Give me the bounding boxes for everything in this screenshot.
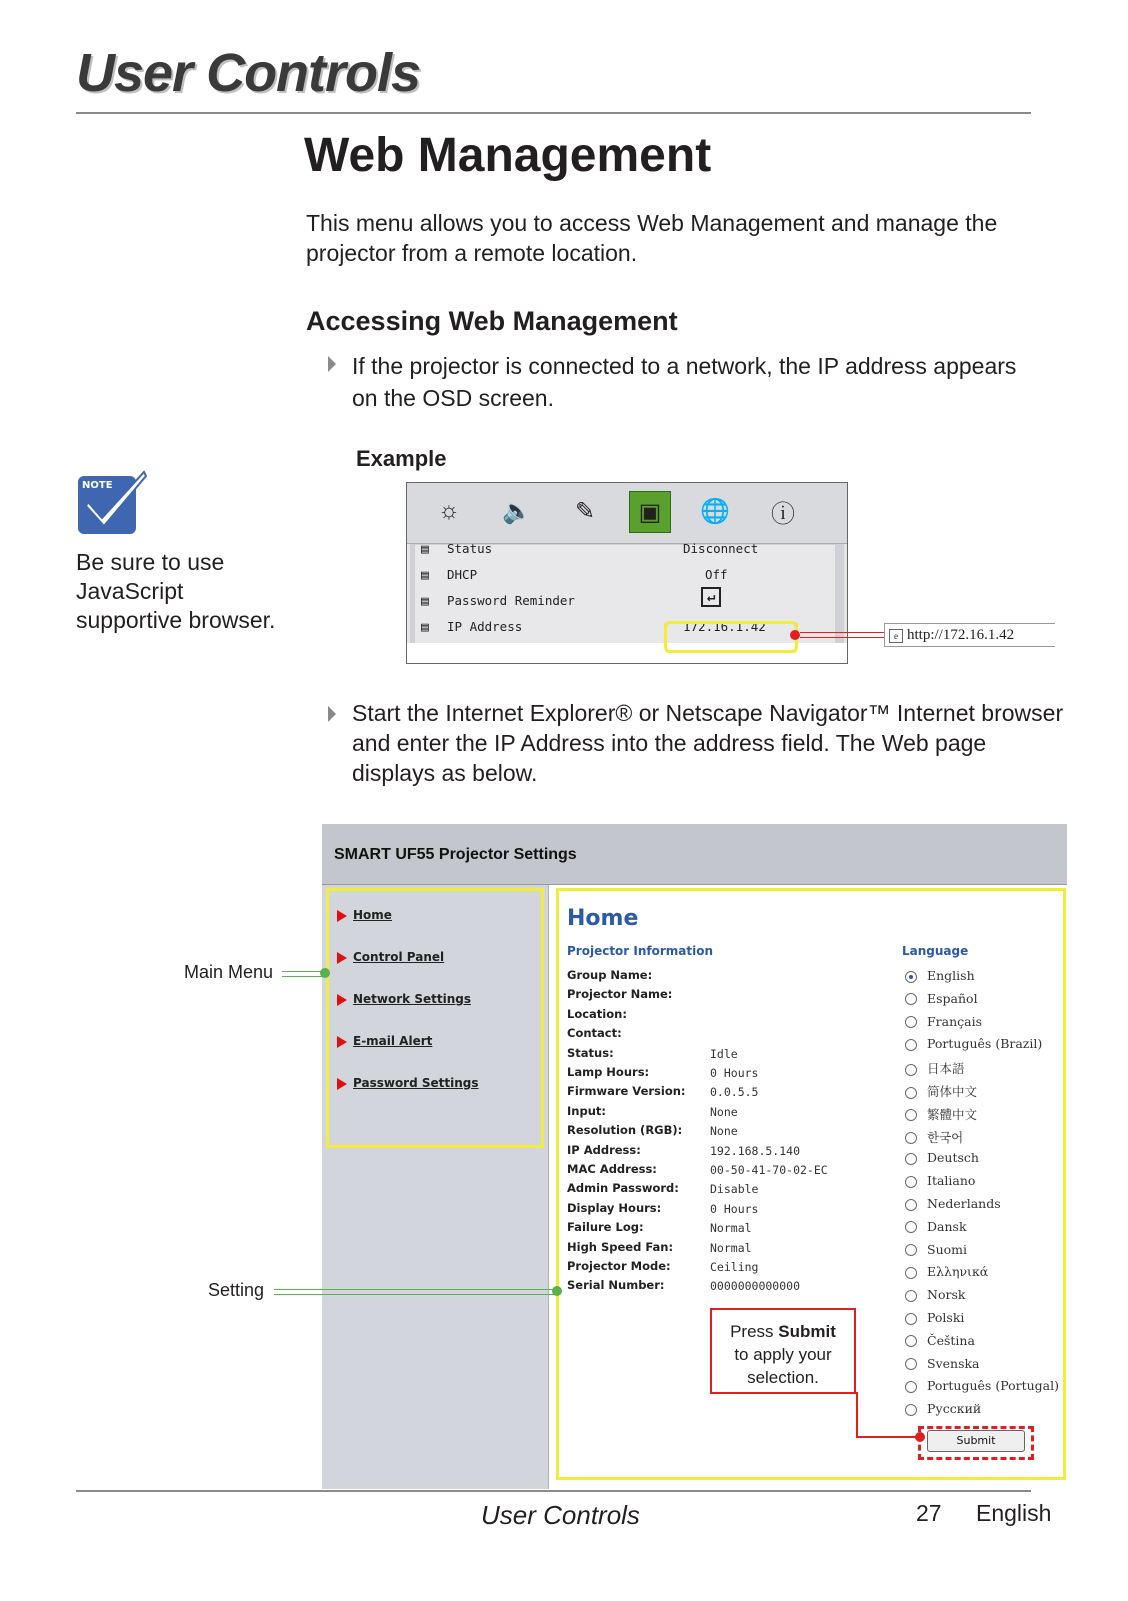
language-label: Polski	[927, 1310, 965, 1325]
page-icon: e	[889, 629, 903, 643]
intro-text: This menu allows you to access Web Management and manage the projector from a remote location.	[306, 210, 998, 266]
projector-info-heading: Projector Information	[567, 944, 714, 958]
language-label: Svenska	[927, 1355, 980, 1371]
nav-home[interactable]: Home	[337, 908, 392, 922]
submit-callout: Press Submit to apply your selection.	[710, 1308, 856, 1394]
radio-button-icon[interactable]	[905, 1404, 917, 1416]
info-icon: ⓘ	[771, 500, 795, 528]
language-option[interactable]	[905, 1287, 965, 1302]
info-label: Failure Log:	[567, 1220, 644, 1235]
main-menu-dot	[320, 968, 330, 978]
language-option[interactable]	[905, 1378, 1059, 1393]
language-option[interactable]	[905, 1150, 979, 1165]
radio-button-icon[interactable]	[905, 1109, 917, 1121]
language-option[interactable]	[905, 1105, 977, 1123]
language-label: Dansk	[927, 1218, 967, 1234]
language-option[interactable]	[905, 968, 975, 983]
header-title: User Controls	[76, 43, 421, 103]
bullet-2: Start the Internet Explorer® or Netscape Navigator™ Internet browser and enter the IP Address into the address field. The Web page displays as below.	[352, 700, 1064, 786]
address-bar: e http://172.16.1.42	[884, 623, 1055, 647]
setting-dot	[552, 1286, 562, 1296]
language-label: Italiano	[927, 1173, 976, 1189]
language-label: Ελληνικά	[927, 1264, 989, 1280]
info-label: Projector Name:	[567, 987, 673, 1002]
language-heading: Language	[902, 944, 969, 958]
info-label: Firmware Version:	[567, 1084, 686, 1099]
ip-icon: ▤	[421, 619, 429, 635]
ip-highlight	[664, 621, 798, 653]
language-label: Português (Brazil)	[927, 1036, 1043, 1052]
radio-button-icon[interactable]	[905, 1313, 917, 1325]
language-option[interactable]	[905, 1333, 975, 1348]
bullet-arrow-icon	[328, 356, 336, 372]
image-settings-icon: ☼	[438, 497, 460, 524]
language-option[interactable]	[905, 1173, 975, 1188]
language-label: Suomi	[927, 1241, 967, 1257]
bullet-1: If the projector is connected to a network, the IP address appears on the OSD screen.	[352, 353, 1017, 411]
language-option[interactable]	[905, 1128, 963, 1146]
setup-icon: ✎	[574, 497, 596, 525]
radio-button-icon[interactable]	[905, 1381, 917, 1393]
page-title: Web Management	[304, 129, 712, 182]
callout-line	[856, 1436, 920, 1438]
radio-button-icon[interactable]	[905, 1244, 917, 1256]
info-value: Disable	[710, 1182, 759, 1197]
language-label: Português (Portugal)	[927, 1378, 1060, 1394]
language-label: Español	[927, 990, 978, 1006]
web-app-title: SMART UF55 Projector Settings	[334, 846, 577, 863]
nav-password-settings[interactable]: Password Settings	[337, 1076, 479, 1090]
info-value: 0000000000000	[710, 1279, 801, 1294]
arrow-icon	[337, 952, 347, 964]
callout-dot	[915, 1432, 925, 1442]
osd-row-password-reminder: ▤ Password Reminder	[421, 593, 575, 609]
radio-button-icon[interactable]	[905, 1335, 917, 1347]
nav-network-settings[interactable]: Network Settings	[337, 992, 471, 1006]
radio-button-icon[interactable]	[905, 993, 917, 1005]
password-icon: ▤	[421, 593, 429, 609]
info-value: Normal	[710, 1240, 752, 1255]
info-value: None	[710, 1124, 738, 1139]
radio-button-icon[interactable]	[905, 1016, 917, 1028]
language-label: Norsk	[927, 1287, 966, 1303]
osd-tab-bar	[407, 483, 847, 544]
osd-row-ip-address: ▤ IP Address	[421, 619, 523, 635]
svg-text:NOTE: NOTE	[82, 480, 113, 491]
info-label: Resolution (RGB):	[567, 1123, 683, 1138]
setting-line	[274, 1289, 554, 1295]
web-page-screenshot	[322, 824, 1067, 1489]
language-option[interactable]	[905, 1264, 988, 1279]
note-text: Be sure to use JavaScript supportive browser.	[76, 549, 276, 633]
language-label: 繁體中文	[927, 1106, 978, 1122]
language-option[interactable]	[905, 1014, 982, 1029]
setting-label: Setting	[208, 1280, 265, 1300]
info-label: Serial Number:	[567, 1278, 665, 1293]
language-option[interactable]	[905, 1082, 977, 1100]
arrow-icon	[337, 994, 347, 1006]
info-value: 00-50-41-70-02-EC	[710, 1163, 828, 1177]
language-option[interactable]	[905, 1196, 1001, 1211]
section-heading: Accessing Web Management	[306, 306, 678, 336]
radio-button-icon[interactable]	[905, 1199, 917, 1211]
info-value: 0.0.5.5	[710, 1085, 759, 1100]
language-label: Čeština	[927, 1332, 975, 1348]
info-value: 0 Hours	[710, 1066, 759, 1080]
language-option[interactable]	[905, 1219, 967, 1234]
info-label: Group Name:	[567, 968, 653, 982]
language-label: English	[927, 968, 975, 983]
language-option[interactable]	[905, 1059, 965, 1077]
nav-email-alert[interactable]: E-mail Alert	[337, 1034, 432, 1048]
language-label: Deutsch	[927, 1150, 979, 1166]
info-label: Display Hours:	[567, 1200, 662, 1215]
info-value: 192.168.5.140	[710, 1143, 801, 1158]
info-label: High Speed Fan:	[567, 1239, 674, 1254]
info-label: Projector Mode:	[567, 1259, 671, 1273]
language-label: Nederlands	[927, 1196, 1001, 1211]
main-menu-highlight	[326, 888, 544, 1148]
enter-key-icon: ↵	[701, 587, 721, 607]
radio-button-icon[interactable]	[905, 1064, 917, 1076]
language-option[interactable]	[905, 991, 978, 1006]
osd-row-status: ▤ Status	[421, 541, 493, 557]
note-icon	[76, 468, 148, 536]
arrow-icon	[337, 1036, 347, 1048]
connector-dot	[790, 630, 800, 640]
radio-button-icon[interactable]	[905, 1267, 917, 1279]
radio-button-icon[interactable]	[905, 971, 917, 983]
info-label: IP Address:	[567, 1142, 641, 1157]
footer-rule	[76, 1490, 1031, 1492]
network-icon: ▣	[629, 491, 671, 533]
osd-value-status: Disconnect	[683, 541, 759, 556]
radio-button-icon[interactable]	[905, 1176, 917, 1188]
radio-button-icon[interactable]	[905, 1132, 917, 1144]
radio-button-icon[interactable]	[905, 1358, 917, 1370]
osd-row-dhcp: ▤ DHCP	[421, 567, 478, 583]
info-value: Ceiling	[710, 1260, 759, 1274]
language-option[interactable]	[905, 1310, 964, 1325]
arrow-icon	[337, 910, 347, 922]
radio-button-icon[interactable]	[905, 1039, 917, 1051]
example-label: Example	[356, 446, 447, 471]
audio-icon: 🔈	[502, 497, 532, 525]
footer-section: User Controls	[481, 1500, 640, 1530]
home-heading: Home	[567, 906, 639, 931]
language-option[interactable]	[905, 1401, 981, 1416]
header-rule	[76, 112, 1031, 114]
language-option[interactable]	[905, 1242, 967, 1257]
radio-button-icon[interactable]	[905, 1290, 917, 1302]
nav-control-panel[interactable]: Control Panel	[337, 950, 444, 964]
info-value: 0 Hours	[710, 1201, 759, 1216]
language-label: 简体中文	[927, 1084, 978, 1099]
language-label: 한국어	[927, 1129, 964, 1145]
language-label: Русский	[927, 1401, 982, 1417]
info-label: Status:	[567, 1045, 614, 1060]
info-value: Idle	[710, 1046, 738, 1061]
info-label: Location:	[567, 1006, 627, 1021]
info-value: Normal	[710, 1221, 752, 1236]
globe-icon: 🌐	[700, 497, 730, 525]
osd-value-dhcp: Off	[705, 567, 728, 582]
info-label: Contact:	[567, 1026, 622, 1041]
radio-button-icon[interactable]	[905, 1153, 917, 1165]
language-label: Français	[927, 1013, 983, 1029]
language-option[interactable]	[905, 1356, 980, 1371]
language-option[interactable]	[905, 1036, 1042, 1051]
info-label: Lamp Hours:	[567, 1065, 650, 1079]
radio-button-icon[interactable]	[905, 1087, 917, 1099]
footer-language: English	[976, 1500, 1052, 1526]
info-label: Input:	[567, 1103, 606, 1118]
footer-page-number: 27	[916, 1500, 942, 1526]
info-label: Admin Password:	[567, 1181, 679, 1196]
info-label: MAC Address:	[567, 1162, 657, 1176]
web-title-bar	[322, 824, 1067, 885]
arrow-icon	[337, 1078, 347, 1090]
bullet-arrow-icon	[328, 706, 336, 722]
info-value: None	[710, 1104, 738, 1119]
callout-line	[856, 1392, 858, 1438]
radio-button-icon[interactable]	[905, 1221, 917, 1233]
dhcp-icon: ▤	[421, 567, 429, 583]
connector-line	[800, 632, 884, 638]
language-label: 日本語	[927, 1061, 965, 1077]
submit-button[interactable]: Submit	[927, 1430, 1025, 1452]
osd-value-ip: 172.16.1.42	[683, 619, 766, 634]
main-menu-label: Main Menu	[184, 962, 274, 982]
network-status-icon: ▤	[421, 541, 429, 557]
